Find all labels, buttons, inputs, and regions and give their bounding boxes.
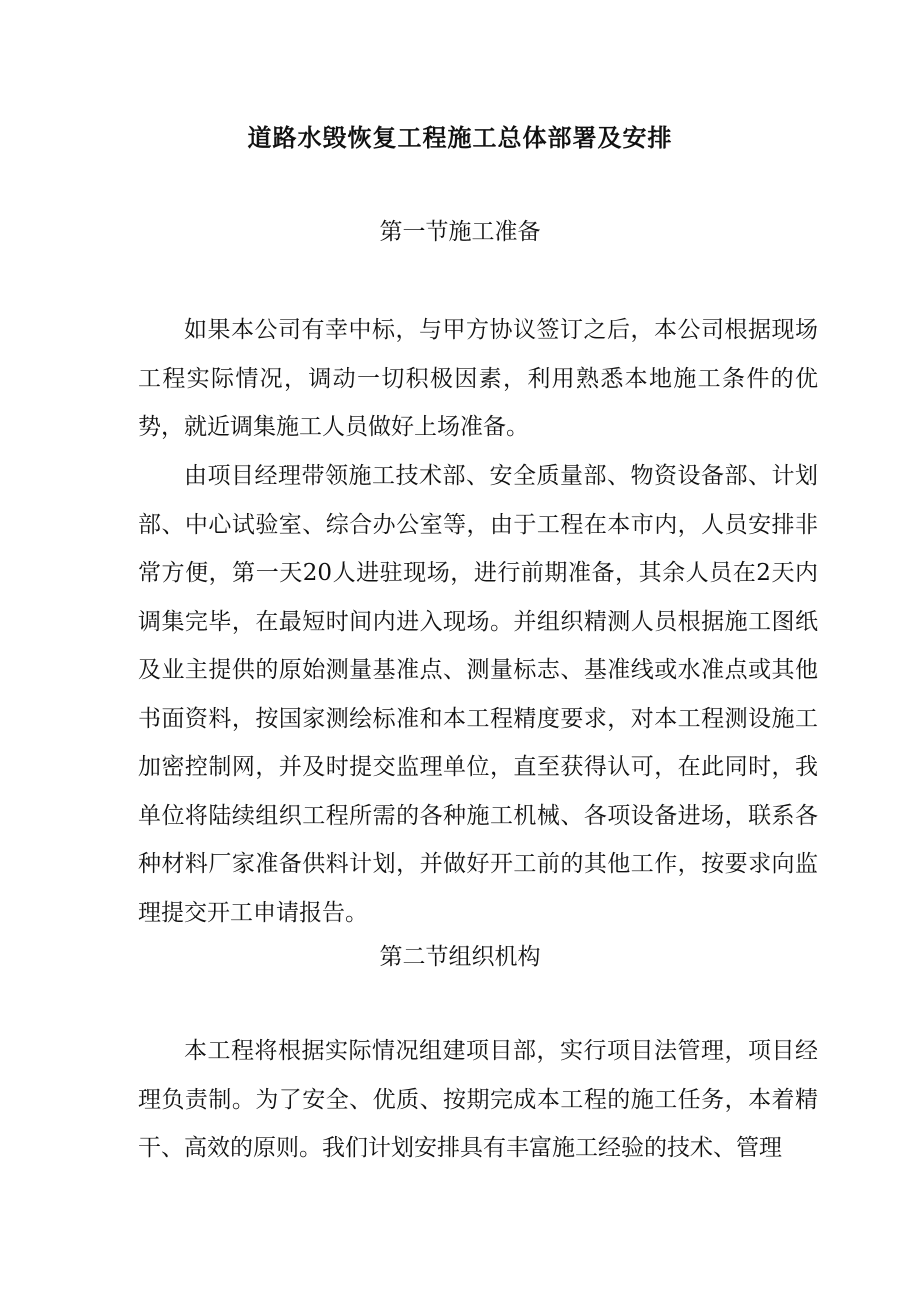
paragraph-organization-details: 本工程将根据实际情况组建项目部，实行项目法管理，项目经理负责制。为了安全、优质、按期完成本工程的施工任务，本着精干、高效的原则。我们计划安排具有丰富施工经验的技术、管理	[138, 1038, 818, 1161]
section-heading-organization: 第二节组织机构	[379, 944, 541, 970]
paragraph-bid-intro: 如果本公司有幸中标，与甲方协议签订之后，本公司根据现场工程实际情况，调动一切积极因素，利用熟悉本地施工条件的优势，就近调集施工人员做好上场准备。	[138, 317, 818, 440]
section-heading-preparation: 第一节施工准备	[379, 219, 541, 245]
document-title: 道路水毁恢复工程施工总体部署及安排	[247, 123, 673, 152]
paragraph-preparation-details: 由项目经理带领施工技术部、安全质量部、物资设备部、计划部、中心试验室、综合办公室等，由于工程在本市内，人员安排非常方便，第一天20人进驻现场，进行前期准备，其余人员在2天内调集完毕，在最短时间内进入现场。并组织精测人员根据施工图纸及业主提供的原始测量基准点、测量标志、基准线或水准点或其他书面资料，按国家测绘标准和本工程精度要求，对本工程测设施工加密控制网，并及时提交监理单位，直至获得认可，在此同时，我单位将陆续组织工程所需的各种施工机械、各项设备进场，联系各种材料厂家准备供料计划，并做好开工前的其他工作，按要求向监理提交开工申请报告。	[138, 463, 818, 926]
